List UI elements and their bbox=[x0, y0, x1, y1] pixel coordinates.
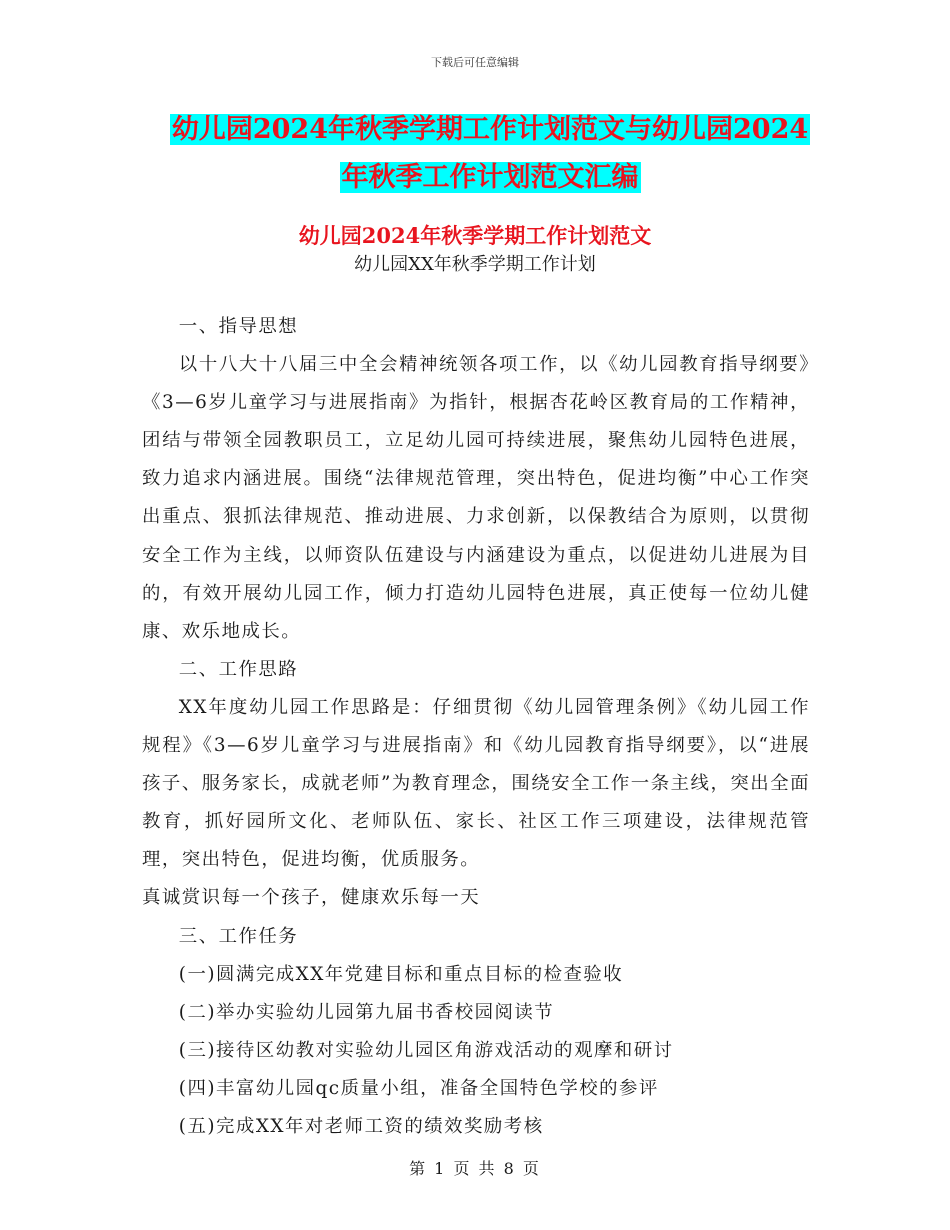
main-title bbox=[140, 106, 840, 202]
task-item-5: (五)完成XX年对老师工资的绩效奖励考核 bbox=[178, 1115, 544, 1137]
heading-work-approach: 二、工作思路 bbox=[178, 658, 299, 680]
main-title-line2: 年秋季工作计划范文汇编 bbox=[341, 162, 639, 193]
header-note: 下载后可任意编辑 bbox=[431, 56, 519, 69]
page-footer: 第 1 页 共 8 页 bbox=[409, 1159, 541, 1178]
paragraph-guiding-ideology: 以十八大十八届三中全会精神统领各项工作，以《幼儿园教育指导纲要》《3—6岁儿童学习与进展指南》为指针，根据杏花岭区教育局的工作精神，团结与带领全园教职员工，立足幼儿园可持续进展，聚焦幼儿园特色进展，致力追求内涵进展。围绕“法律规范管理，突出特色，促进均衡”中心工作突出重点、狠抓法律规范、推动进展、力求创新，以保教结合为原则，以贯彻安全工作为主线，以师资队伍建设与内涵建设为重点，以促进幼儿进展为目的，有效开展幼儿园工作，倾力打造幼儿园特色进展，真正使每一位幼儿健康、欢乐地成长。 bbox=[142, 354, 810, 642]
task-item-4: (四)丰富幼儿园qc质量小组，准备全国特色学校的参评 bbox=[178, 1077, 659, 1099]
task-item-1: (一)圆满完成XX年党建目标和重点目标的检查验收 bbox=[178, 963, 624, 985]
main-title-line1: 幼儿园2024年秋季学期工作计划范文与幼儿园2024 bbox=[171, 114, 809, 145]
paragraph-motto: 真诚赏识每一个孩子，健康欢乐每一天 bbox=[142, 887, 481, 909]
document-body bbox=[142, 308, 810, 1146]
sub-title: 幼儿园XX年秋季学期工作计划 bbox=[354, 254, 596, 275]
heading-guiding-ideology: 一、指导思想 bbox=[178, 316, 299, 337]
task-item-3: (三)接待区幼教对实验幼儿园区角游戏活动的观摩和研讨 bbox=[178, 1039, 674, 1061]
task-item-2: (二)举办实验幼儿园第九届书香校园阅读节 bbox=[178, 1001, 555, 1023]
heading-work-tasks: 三、工作任务 bbox=[178, 925, 299, 947]
paragraph-work-approach: XX年度幼儿园工作思路是：仔细贯彻《幼儿园管理条例》《幼儿园工作规程》《3—6岁儿童学习与进展指南》和《幼儿园教育指导纲要》，以“进展孩子、服务家长，成就老师”为教育理念，围绕安全工作一条主线，突出全面教育，抓好园所文化、老师队伍、家长、社区工作三项建设，法律规范管理，突出特色，促进均衡，优质服务。 bbox=[142, 696, 810, 871]
section-title: 幼儿园2024年秋季学期工作计划范文 bbox=[298, 223, 652, 248]
